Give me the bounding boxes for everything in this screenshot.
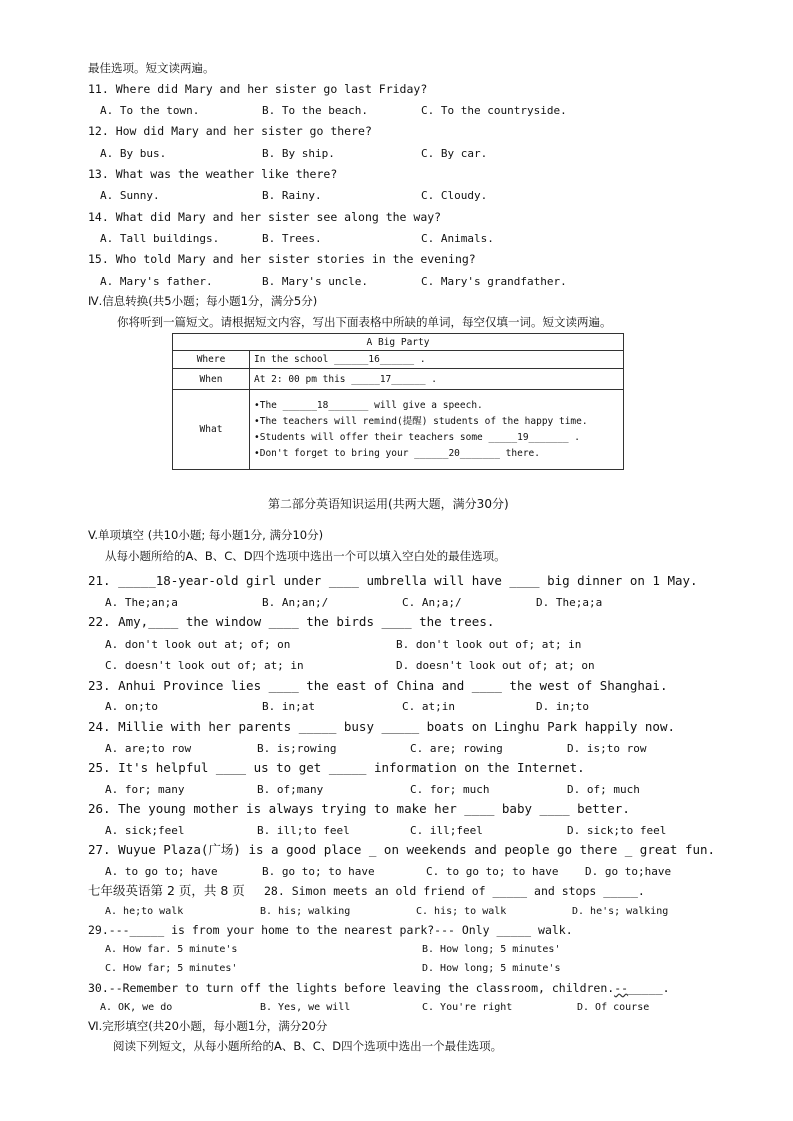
question-25-stem: 25. It's helpful ____ us to get _____ information on the Internet.	[88, 760, 585, 775]
question-29-option-a: A. How far. 5 minute's	[105, 944, 238, 955]
question-29-option-d: D. How long; 5 minute's	[422, 963, 561, 974]
question-13-stem: 13. What was the weather like there?	[88, 167, 338, 181]
question-21-option-b: B. An;an;/	[262, 596, 329, 609]
page-footer: 七年级英语第 2 页，共 8 页	[88, 883, 245, 898]
question-28-option-b: B. his; walking	[260, 906, 351, 917]
question-24-option-d: D. is;to row	[567, 742, 647, 755]
question-22-option-b: B. don't look out of; at; in	[396, 638, 582, 651]
question-13-option-b: B. Rainy.	[262, 189, 322, 202]
question-26-stem: 26. The young mother is always trying to make her ____ baby ____ better.	[88, 801, 630, 816]
question-15-option-c: C. Mary's grandfather.	[421, 275, 567, 288]
question-27-stem: 27. Wuyue Plaza(广场) is a good place _ on weekends and people go there _ great fun.	[88, 842, 716, 857]
question-28-option-a: A. he;to walk	[105, 906, 184, 917]
row-value-where: In the school ______16______ .	[250, 351, 624, 369]
section-5-instruction: 从每小题所给的A、B、C、D四个选项中选出一个可以填入空白处的最佳选项。	[105, 549, 506, 563]
question-23-stem: 23. Anhui Province lies ____ the east of China and ____ the west of Shanghai.	[88, 678, 668, 693]
question-25-option-b: B. of;many	[257, 783, 324, 796]
section-6-heading: Ⅵ.完形填空(共20小题，每小题1分，满分20分	[88, 1019, 328, 1033]
question-30-option-a: A. OK, we do	[100, 1002, 173, 1013]
part-2-title: 第二部分英语知识运用(共两大题，满分30分)	[268, 497, 509, 511]
section-4-heading: Ⅳ.信息转换(共5小题；每小题1分，满分5分)	[88, 294, 318, 308]
question-11-option-b: B. To the beach.	[262, 104, 368, 117]
question-26-option-d: D. sick;to feel	[567, 824, 667, 837]
what-item-4: •Don't forget to bring your ______20_______ there.	[254, 447, 540, 459]
question-12-option-c: C. By car.	[421, 147, 488, 160]
question-15-option-a: A. Mary's father.	[100, 275, 213, 288]
question-25-option-a: A. for; many	[105, 783, 185, 796]
question-30-stem-text: 30.--Remember to turn off the lights before leaving the classroom, children.	[88, 981, 615, 995]
question-12-option-a: A. By bus.	[100, 147, 167, 160]
section-5-heading: V.单项填空 (共10小题; 每小题1分, 满分10分)	[88, 528, 324, 542]
section-4-instruction: 你将听到一篇短文。请根据短文内容，写出下面表格中所缺的单词，每空仅填一词。短文读两遍。	[117, 315, 612, 329]
question-21-option-d: D. The;a;a	[536, 596, 603, 609]
row-label-what: What	[173, 390, 250, 470]
question-14-option-a: A. Tall buildings.	[100, 232, 220, 245]
question-29-option-b: B. How long; 5 minutes'	[422, 944, 561, 955]
question-11-option-c: C. To the countryside.	[421, 104, 567, 117]
question-24-stem: 24. Millie with her parents _____ busy _____ boats on Linghu Park happily now.	[88, 719, 675, 734]
question-21-option-a: A. The;an;a	[105, 596, 178, 609]
question-14-stem: 14. What did Mary and her sister see along the way?	[88, 210, 442, 224]
question-11-stem: 11. Where did Mary and her sister go last Friday?	[88, 82, 428, 96]
question-26-option-b: B. ill;to feel	[257, 824, 350, 837]
party-info-table	[172, 333, 624, 470]
question-23-option-c: C. at;in	[402, 700, 455, 713]
question-24-option-a: A. are;to row	[105, 742, 192, 755]
what-item-2: •The teachers will remind(提醒) students of the happy time.	[254, 415, 588, 427]
question-27-option-d: D. go to;have	[585, 865, 672, 878]
question-28-stem: 28. Simon meets an old friend of _____ and stops _____.	[264, 884, 645, 898]
question-25-option-d: D. of; much	[567, 783, 640, 796]
question-28-option-c: C. his; to walk	[416, 906, 507, 917]
question-24-option-c: C. are; rowing	[410, 742, 503, 755]
table-title: A Big Party	[173, 334, 624, 351]
question-12-stem: 12. How did Mary and her sister go there?	[88, 124, 372, 138]
what-item-3: •Students will offer their teachers some _____19_______ .	[254, 431, 581, 443]
question-22-option-a: A. don't look out at; of; on	[105, 638, 291, 651]
question-24-option-b: B. is;rowing	[257, 742, 337, 755]
question-27-option-b: B. go to; to have	[262, 865, 375, 878]
question-13-option-c: C. Cloudy.	[421, 189, 488, 202]
question-13-option-a: A. Sunny.	[100, 189, 160, 202]
row-label-when: When	[173, 369, 250, 390]
question-23-option-b: B. in;at	[262, 700, 315, 713]
question-30-option-c: C. You're right	[422, 1002, 513, 1013]
question-15-option-b: B. Mary's uncle.	[262, 275, 368, 288]
question-30-wavy-mark: --	[614, 981, 629, 995]
question-28-option-d: D. he's; walking	[572, 906, 669, 917]
what-item-1: •The ______18_______ will give a speech.	[254, 399, 483, 411]
question-30-option-d: D. Of course	[577, 1002, 650, 1013]
question-29-option-c: C. How far; 5 minutes'	[105, 963, 238, 974]
instruction-tail: 最佳选项。短文读两遍。	[88, 61, 215, 75]
question-21-option-c: C. An;a;/	[402, 596, 462, 609]
question-11-option-a: A. To the town.	[100, 104, 200, 117]
question-23-option-a: A. on;to	[105, 700, 158, 713]
question-26-option-c: C. ill;feel	[410, 824, 483, 837]
section-6-instruction: 阅读下列短文，从每小题所给的A、B、C、D四个选项中选出一个最佳选项。	[113, 1039, 503, 1053]
question-26-option-a: A. sick;feel	[105, 824, 185, 837]
row-value-when: At 2: 00 pm this _____17______ .	[250, 369, 624, 390]
question-14-option-b: B. Trees.	[262, 232, 322, 245]
question-14-option-c: C. Animals.	[421, 232, 494, 245]
question-23-option-d: D. in;to	[536, 700, 589, 713]
question-29-stem: 29.---_____ is from your home to the nearest park?--- Only _____ walk.	[88, 923, 573, 937]
question-15-stem: 15. Who told Mary and her sister stories in the evening?	[88, 252, 476, 266]
question-22-stem: 22. Amy,____ the window ____ the birds ____ the trees.	[88, 614, 495, 629]
question-27-option-c: C. to go to; to have	[426, 865, 559, 878]
question-27-option-a: A. to go to; have	[105, 865, 218, 878]
row-label-where: Where	[173, 351, 250, 369]
question-21-stem: 21. _____18-year-old girl under ____ umbrella will have ____ big dinner on 1 May.	[88, 573, 698, 588]
question-30-option-b: B. Yes, we will	[260, 1002, 351, 1013]
question-25-option-c: C. for; much	[410, 783, 490, 796]
question-12-option-b: B. By ship.	[262, 147, 335, 160]
question-30-blank: _____.	[628, 981, 670, 995]
question-30-stem	[88, 983, 670, 995]
question-22-option-d: D. doesn't look out of; at; on	[396, 659, 595, 672]
question-22-option-c: C. doesn't look out of; at; in	[105, 659, 304, 672]
